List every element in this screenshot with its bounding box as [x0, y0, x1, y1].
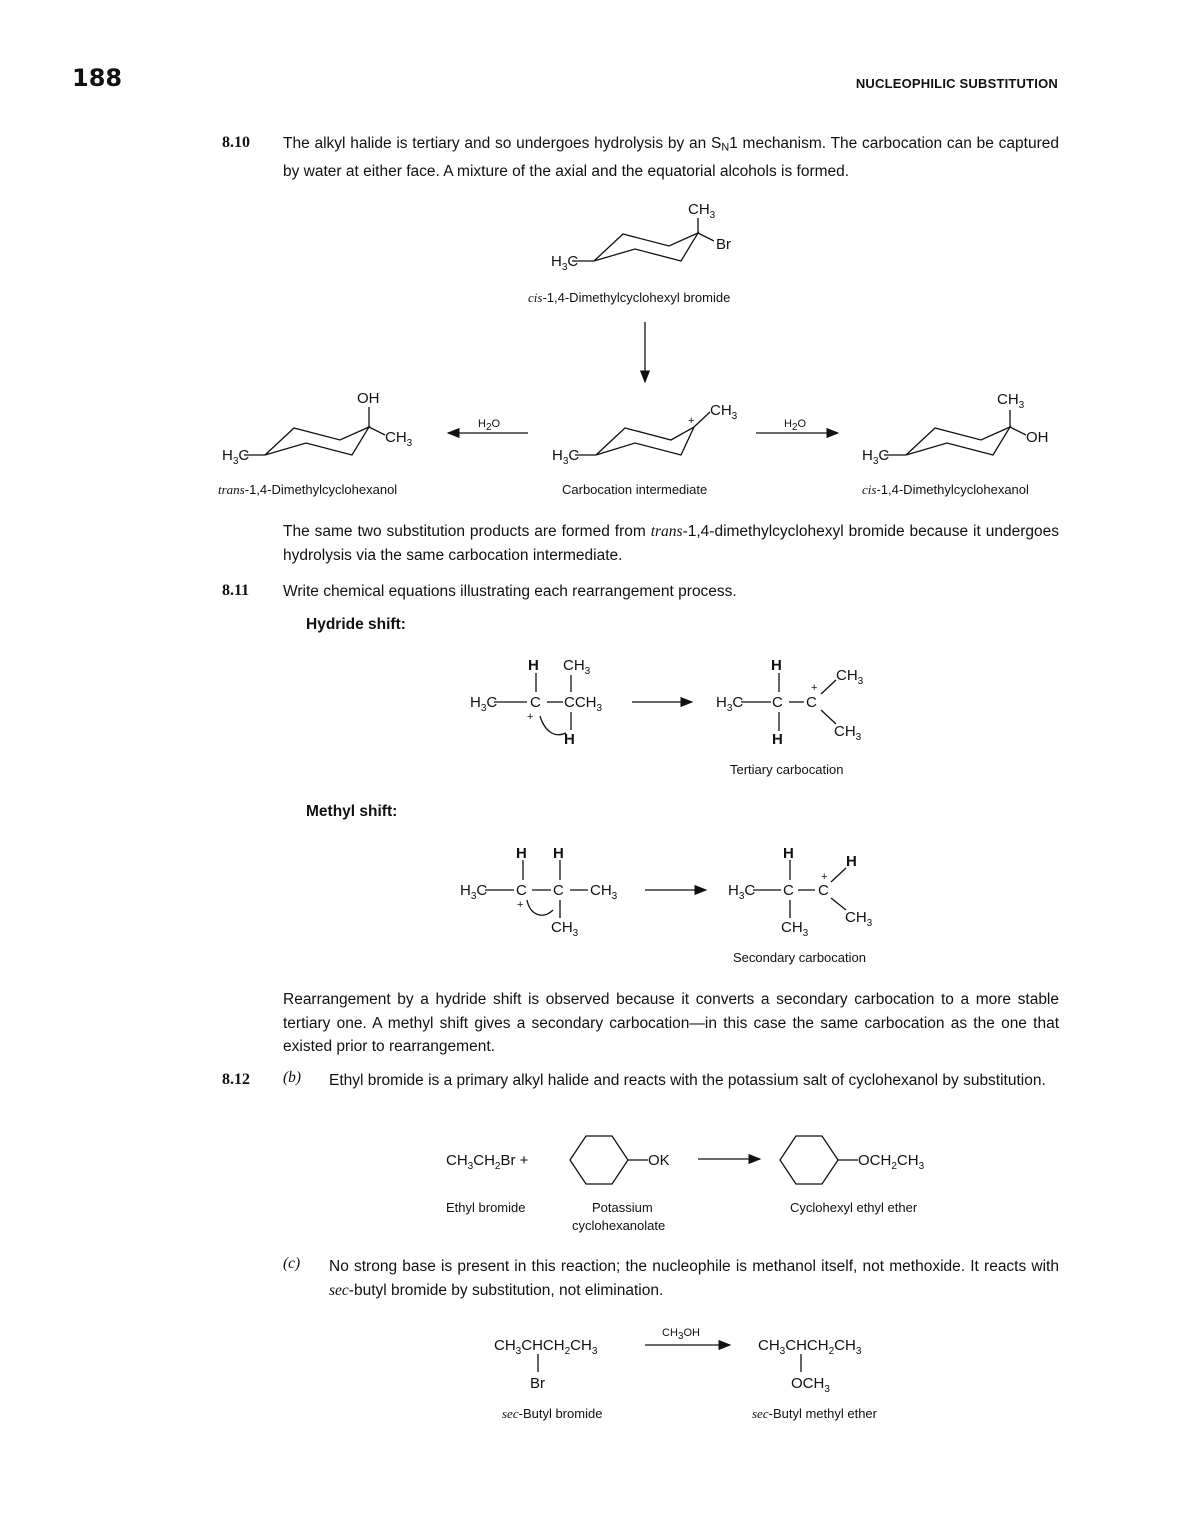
svg-text:H3C: $H_3C$	[552, 447, 580, 467]
hydride-shift-product	[741, 673, 836, 731]
part-b-label: (b)	[283, 1069, 302, 1086]
chair-cis-bromide	[572, 218, 714, 261]
hydride-shift-heading: Hydride shift:	[306, 616, 406, 633]
caption-carbocation: Carbocation intermediate	[562, 482, 708, 497]
problem-number-8-12: 8.12	[222, 1071, 250, 1088]
caption-cyclohexyl-ethyl-ether: Cyclohexyl ethyl ether	[790, 1200, 918, 1215]
svg-text:+: +	[517, 899, 524, 911]
caption-cyclohexanolate: cyclohexanolate	[572, 1218, 666, 1233]
chair-cis-alcohol	[884, 410, 1026, 455]
svg-text:+: +	[821, 871, 828, 883]
svg-text:C: C	[530, 694, 541, 711]
part-c-text: No strong base is present in this reaction; the nucleophile is methanol itself, not methoxide. It reacts with sec-butyl bromide by substitution, not elimination.	[329, 1258, 1059, 1299]
chair-trans-alcohol	[244, 407, 385, 455]
svg-text:OH: OH	[357, 390, 380, 407]
svg-text:CH3: $CH_3$	[551, 919, 579, 939]
svg-text:CH3: $CH_3$	[385, 429, 413, 449]
svg-text:C: C	[772, 694, 783, 711]
svg-text:CH3: $CH_3$	[997, 391, 1025, 411]
svg-text:H3C: $H_3C$	[470, 694, 498, 714]
svg-text:H3C: $H_3C$	[551, 253, 579, 273]
caption-sec-butyl-methyl-ether: sec-Butyl methyl ether	[752, 1406, 877, 1421]
svg-text:Br: Br	[530, 1375, 545, 1392]
svg-text:C: C	[553, 882, 564, 899]
svg-text:C: C	[783, 882, 794, 899]
svg-text:H3C: $H_3C$	[728, 882, 756, 902]
svg-text:H: H	[553, 845, 564, 862]
svg-text:CH3: $CH_3$	[836, 667, 864, 687]
svg-text:H3C: $H_3C$	[222, 447, 250, 467]
svg-text:CH3CH2Br +: $CH_3CH_2Br$ +	[446, 1152, 529, 1172]
problem-number-8-10: 8.10	[222, 134, 250, 151]
svg-text:C: C	[818, 882, 829, 899]
caption-ethyl-bromide: Ethyl bromide	[446, 1200, 526, 1215]
svg-text:CH3OH: CH3OH	[662, 1327, 700, 1342]
svg-text:+: +	[811, 682, 818, 694]
svg-text:+: +	[527, 711, 534, 723]
caption-trans-alcohol: trans-1,4-Dimethylcyclohexanol	[218, 482, 398, 497]
page-number: 188	[72, 64, 123, 92]
svg-text:CH3: $CH_3$	[688, 201, 716, 221]
part-b-text: Ethyl bromide is a primary alkyl halide and reacts with the potassium salt of cyclohexanol by substitution.	[329, 1072, 1046, 1089]
svg-text:OCH3: $OCH_3$	[791, 1375, 830, 1395]
methyl-shift-product	[753, 860, 846, 918]
svg-text:H: H	[564, 731, 575, 748]
svg-text:CH3: $CH_3$	[590, 882, 618, 902]
svg-text:CH3CHCH2CH3: $CH_3CHCH_2CH_3$	[494, 1337, 598, 1357]
problem-8-10-conclusion: The same two substitution products are formed from trans-1,4-dimethylcyclohexyl bromide because it undergoes hydrolysis via the same carbocation intermediate.	[283, 523, 1059, 564]
svg-text:CH3: $CH_3$	[563, 657, 591, 677]
caption-potassium: Potassium	[592, 1200, 653, 1215]
caption-tertiary-carbocation: Tertiary carbocation	[730, 762, 844, 777]
caption-cis-alcohol: cis-1,4-Dimethylcyclohexanol	[862, 482, 1029, 497]
svg-text:CH3: $CH_3$	[710, 402, 738, 422]
svg-text:H: H	[772, 731, 783, 748]
methyl-shift-heading: Methyl shift:	[306, 803, 398, 820]
svg-text:C: C	[516, 882, 527, 899]
svg-text:H: H	[846, 853, 857, 870]
svg-text:Br: Br	[716, 236, 731, 253]
svg-text:+: +	[688, 415, 695, 427]
svg-text:H3C: $H_3C$	[862, 447, 890, 467]
svg-text:H2O: H2O	[784, 418, 807, 433]
svg-text:CH3: $CH_3$	[781, 919, 809, 939]
svg-text:OCH2CH3: $OCH_2CH_3$	[858, 1152, 925, 1172]
svg-text:CH3: $CH_3$	[834, 723, 862, 743]
svg-text:OK: OK	[648, 1152, 670, 1169]
problem-number-8-11: 8.11	[222, 582, 250, 599]
svg-text:H3C: $H_3C$	[716, 694, 744, 714]
caption-cis-bromide: cis-1,4-Dimethylcyclohexyl bromide	[528, 290, 731, 305]
methyl-shift-reactant	[485, 860, 588, 918]
running-head: NUCLEOPHILIC SUBSTITUTION	[855, 76, 1058, 91]
svg-text:C: C	[806, 694, 817, 711]
caption-secondary-carbocation: Secondary carbocation	[733, 950, 866, 965]
cyclohexyl-ether-ring	[780, 1136, 858, 1184]
svg-text:H2O: H2O	[478, 418, 501, 433]
problem-8-11-conclusion: Rearrangement by a hydride shift is observed because it converts a secondary carbocation to a more stable tertiary one. A methyl shift gives a secondary carbocation—in this case the same carbocation as the one that existed prior to rearrangement.	[283, 991, 1059, 1055]
problem-8-11-text: Write chemical equations illustrating each rearrangement process.	[283, 583, 737, 600]
svg-text:H: H	[783, 845, 794, 862]
svg-text:H3C: $H_3C$	[460, 882, 488, 902]
caption-sec-butyl-bromide: sec-Butyl bromide	[502, 1406, 603, 1421]
svg-text:OH: OH	[1026, 429, 1049, 446]
svg-text:CH3CHCH2CH3: $CH_3CHCH_2CH_3$	[758, 1337, 862, 1357]
svg-text:CH3: $CH_3$	[845, 909, 873, 929]
svg-text:H: H	[516, 845, 527, 862]
svg-text:CCH3: $CCH_3$	[564, 694, 603, 714]
part-c-label: (c)	[283, 1255, 301, 1272]
svg-text:H: H	[528, 657, 539, 674]
problem-8-10-text: The alkyl halide is tertiary and so undergoes hydrolysis by an $S_N1$ mechanism. The carbocation can be captured by water at either face. A mixture of the axial and the equatorial alcohols is formed.	[283, 135, 1059, 181]
potassium-cyclohexanolate-ring	[570, 1136, 648, 1184]
svg-text:H: H	[771, 657, 782, 674]
